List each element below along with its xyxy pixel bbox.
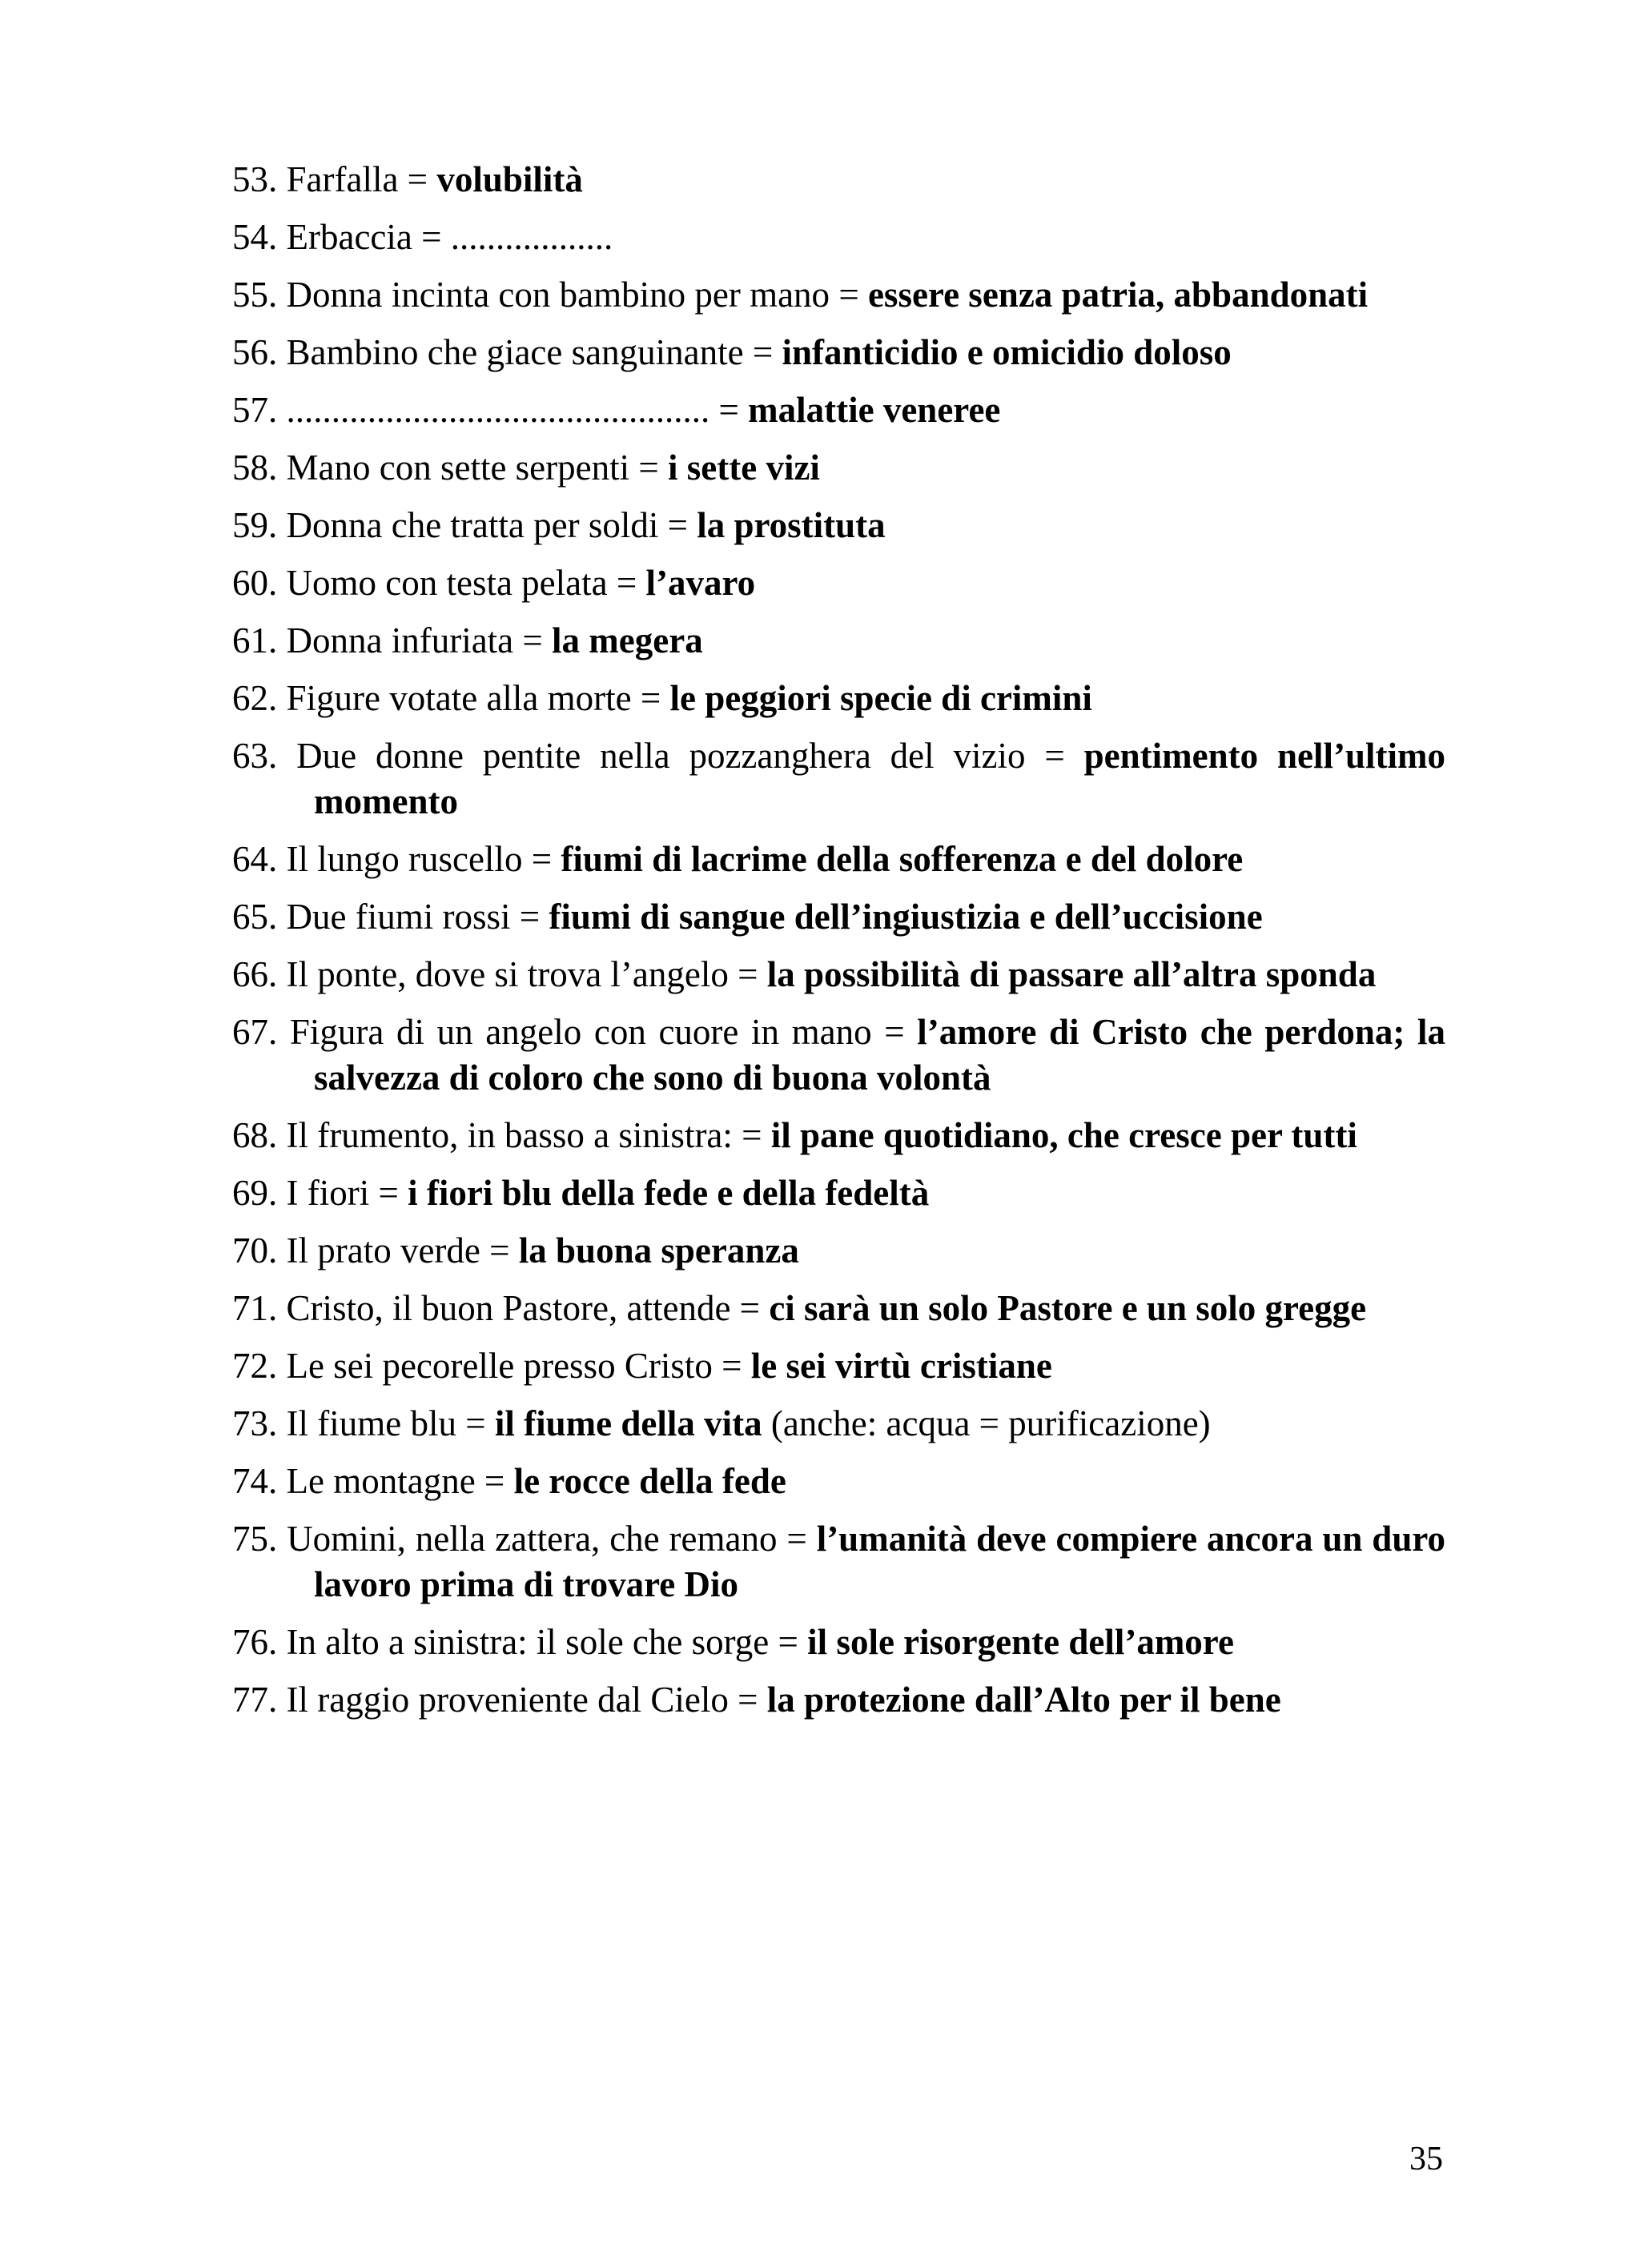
entry-separator: = [739,1288,761,1328]
entry-number: 72. [232,1346,278,1386]
entry-number: 75. [232,1519,278,1559]
entry-number: 62. [232,678,278,718]
list-item [232,330,1445,375]
entry-meaning: il sole risorgente dell’amore [807,1622,1234,1662]
entry-description: Donna incinta con bambino per mano [286,275,830,315]
entry-number: 70. [232,1230,278,1270]
entry-number: 57. [232,390,278,430]
list-item [232,1228,1445,1274]
entry-description: Due fiumi rossi [286,897,511,937]
list-item [232,1113,1445,1158]
entry-meaning: la megera [552,620,703,660]
entry-description: Le montagne [286,1461,476,1501]
entry-description: Figure votate alla morte [286,678,632,718]
entry-number: 74. [232,1461,278,1501]
entry-number: 58. [232,448,278,488]
list-item [232,387,1445,433]
entry-description: Il raggio proveniente dal Cielo [286,1680,729,1720]
entry-separator: = [531,839,553,879]
entry-meaning: i sette vizi [668,448,820,488]
entry-meaning: la possibilità di passare all’altra sponda [766,954,1377,994]
entry-number: 59. [232,505,278,545]
entry-separator: = [465,1403,486,1443]
entry-meaning: volubilità [436,159,583,199]
entry-number: 63. [232,736,278,776]
list-item [232,560,1445,606]
entry-meaning: .................. [450,217,613,257]
entry-number: 76. [232,1622,278,1662]
entry-separator: = [838,275,859,315]
entry-number: 69. [232,1173,278,1213]
symbol-list [232,157,1445,1735]
entry-description: Figura di un angelo con cuore in mano [289,1012,872,1052]
entry-separator: = [667,505,688,545]
entry-number: 66. [232,954,278,994]
entry-description: Il prato verde [286,1230,480,1270]
list-item [232,1620,1445,1665]
entry-separator: = [738,1680,758,1720]
list-item [232,1010,1445,1101]
list-item [232,676,1445,721]
list-item [232,894,1445,940]
entry-meaning: la buona speranza [518,1230,799,1270]
list-item [232,272,1445,318]
entry-separator: = [378,1173,399,1213]
entry-number: 64. [232,839,278,879]
list-item [232,1516,1445,1608]
entry-separator: = [752,332,774,372]
entry-number: 67. [232,1012,278,1052]
entry-meaning: l’umanità deve compiere ancora un duro lavoro prima di trovare Dio [314,1519,1446,1604]
entry-separator: = [421,217,442,257]
entry-description: Mano con sette serpenti [286,448,630,488]
entry-description: Il frumento, in basso a sinistra: [286,1115,733,1155]
entry-meaning: le rocce della fede [513,1461,786,1501]
entry-number: 55. [232,275,278,315]
entry-description: Il ponte, dove si trova l’angelo [286,954,729,994]
entry-description: Cristo, il buon Pastore, attende [286,1288,731,1328]
entry-separator: = [718,390,739,430]
entry-separator: = [786,1519,807,1559]
entry-meaning: fiumi di sangue dell’ingiustizia e dell’uccisione [549,897,1263,937]
entry-note: (anche: acqua = purificazione) [770,1403,1211,1443]
entry-separator: = [489,1230,510,1270]
entry-description: I fiori [286,1173,370,1213]
entry-separator: = [722,1346,742,1386]
entry-description: Le sei pecorelle presso Cristo [286,1346,713,1386]
list-item [232,837,1445,882]
entry-separator: = [407,159,428,199]
entry-meaning: il fiume della vita [494,1403,762,1443]
entry-meaning: ci sarà un solo Pastore e un solo gregge [769,1288,1367,1328]
entry-number: 77. [232,1680,278,1720]
entry-number: 60. [232,563,278,603]
entry-separator: = [638,448,659,488]
list-item [232,1170,1445,1216]
entry-meaning: il pane quotidiano, che cresce per tutti [770,1115,1357,1155]
entry-separator: = [519,897,541,937]
entry-separator: = [522,620,543,660]
entry-number: 56. [232,332,278,372]
list-item [232,215,1445,260]
entry-description: Bambino che giace sanguinante [286,332,744,372]
list-item [232,1459,1445,1504]
list-item [232,952,1445,998]
entry-separator: = [884,1012,905,1052]
entry-description: Donna che tratta per soldi [286,505,659,545]
list-item [232,157,1445,203]
entry-separator: = [738,954,758,994]
entry-number: 73. [232,1403,278,1443]
entry-description: Donna infuriata [286,620,514,660]
entry-number: 65. [232,897,278,937]
list-item [232,1286,1445,1331]
entry-number: 68. [232,1115,278,1155]
entry-description: Due donne pentite nella pozzanghera del vizio [296,736,1026,776]
list-item [232,445,1445,491]
entry-meaning: la protezione dall’Alto per il bene [766,1680,1281,1720]
list-item [232,503,1445,548]
entry-number: 54. [232,217,278,257]
entry-separator: = [640,678,661,718]
entry-meaning: fiumi di lacrime della sofferenza e del dolore [561,839,1244,879]
entry-separator: = [742,1115,762,1155]
entry-description: Il lungo ruscello [286,839,523,879]
entry-description: Uomini, nella zattera, che remano [287,1519,778,1559]
list-item [232,1401,1445,1447]
entry-meaning: le peggiori specie di crimini [669,678,1092,718]
entry-description: In alto a sinistra: il sole che sorge [286,1622,770,1662]
entry-number: 71. [232,1288,278,1328]
entry-description: Il fiume blu [286,1403,456,1443]
entry-meaning: i fiori blu della fede e della fedeltà [408,1173,930,1213]
list-item [232,1677,1445,1723]
entry-number: 53. [232,159,278,199]
entry-description: Farfalla [286,159,399,199]
entry-description: Uomo con testa pelata [286,563,608,603]
entry-meaning: l’avaro [645,563,756,603]
page-number: 35 [1409,2141,1443,2178]
entry-separator: = [484,1461,505,1501]
list-item [232,1343,1445,1389]
entry-description: ............................................... [286,390,710,430]
entry-meaning: l’amore di Cristo che perdona; la salvezza di coloro che sono di buona volontà [314,1012,1446,1098]
entry-meaning: le sei virtù cristiane [750,1346,1052,1386]
entry-description: Erbaccia [286,217,412,257]
entry-meaning: infanticidio e omicidio doloso [782,332,1232,372]
entry-meaning: pentimento nell’ultimo momento [314,736,1446,821]
entry-meaning: essere senza patria, abbandonati [867,275,1369,315]
list-item [232,733,1445,825]
entry-separator: = [1044,736,1065,776]
entry-meaning: malattie veneree [748,390,1001,430]
entry-separator: = [778,1622,798,1662]
entry-separator: = [616,563,637,603]
entry-number: 61. [232,620,278,660]
list-item [232,618,1445,664]
entry-meaning: la prostituta [697,505,886,545]
